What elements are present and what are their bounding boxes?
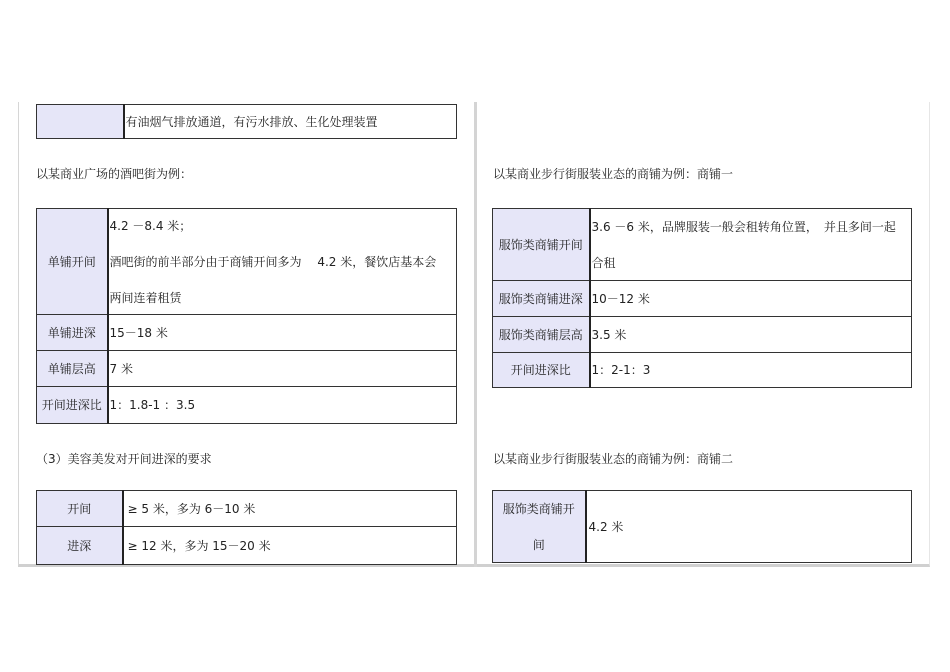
cell-line: 3.6 －6 米，品牌服装一般会租转角位置， 并且多间一起	[591, 219, 896, 234]
table-cell: 有油烟气排放通道，有污水排放、生化处理装置	[124, 105, 457, 139]
beauty-salon-caption: （3）美容美发对开间进深的要求	[36, 452, 212, 466]
table-cell: ≥ 5 米，多为 6－10 米	[123, 491, 457, 527]
table-cell: 10－12 米	[590, 281, 912, 317]
table-row	[493, 209, 912, 281]
shop-two-caption: 以某商业步行街服装业态的商铺为例：商铺二	[493, 452, 734, 466]
table-header-cell	[493, 491, 586, 563]
table-cell	[590, 209, 912, 281]
cell-line: 合租	[591, 255, 616, 270]
table-header-cell: 开间	[37, 491, 123, 527]
table-header-cell: 进深	[37, 527, 123, 565]
bar-street-table	[36, 208, 457, 424]
cell-line: 酒吧街的前半部分由于商铺开间多为 4.2 米，餐饮店基本会	[109, 254, 437, 269]
table-row	[493, 353, 912, 388]
shop-one-caption: 以某商业步行街服装业态的商铺为例：商铺一	[493, 167, 734, 181]
table-cell	[108, 209, 457, 315]
table-header-cell: 单铺开间	[37, 209, 108, 315]
table-header-cell: 服饰类商铺层高	[493, 317, 590, 353]
cell-line: 4.2 －8.4 米；	[109, 218, 192, 233]
table-row	[37, 351, 457, 387]
cell-line: 间	[532, 537, 545, 552]
table-cell: 3.5 米	[590, 317, 912, 353]
table-row	[37, 491, 457, 527]
table-cell: 1：1.8-1 ：3.5	[108, 387, 457, 424]
table-cell: 1：2-1：3	[590, 353, 912, 388]
column-divider	[474, 102, 477, 567]
shop-one-table	[492, 208, 912, 388]
table-header-cell: 服饰类商铺开间	[493, 209, 590, 281]
table-row	[37, 209, 457, 315]
table-cell: 4.2 米	[586, 491, 912, 563]
table-row	[37, 527, 457, 565]
cell-line: 两间连着租赁	[109, 290, 182, 305]
table-header-cell: 开间进深比	[493, 353, 590, 388]
bar-street-caption: 以某商业广场的酒吧街为例：	[36, 167, 193, 181]
table-row	[37, 105, 457, 139]
table-row	[493, 281, 912, 317]
table-header-cell	[37, 105, 124, 139]
cell-line: 服饰类商铺开	[502, 501, 575, 516]
table-header-cell: 服饰类商铺进深	[493, 281, 590, 317]
table-cell: 15－18 米	[108, 315, 457, 351]
table-header-cell: 单铺层高	[37, 351, 108, 387]
table-cell: 7 米	[108, 351, 457, 387]
table-row	[37, 315, 457, 351]
table-cell: ≥ 12 米，多为 15－20 米	[123, 527, 457, 565]
table-header-cell: 单铺进深	[37, 315, 108, 351]
table-row	[37, 387, 457, 424]
shop-two-table	[492, 490, 912, 563]
table-row	[493, 317, 912, 353]
oil-smoke-table	[36, 104, 457, 139]
beauty-salon-table	[36, 490, 457, 565]
table-header-cell: 开间进深比	[37, 387, 108, 424]
table-row	[493, 491, 912, 563]
